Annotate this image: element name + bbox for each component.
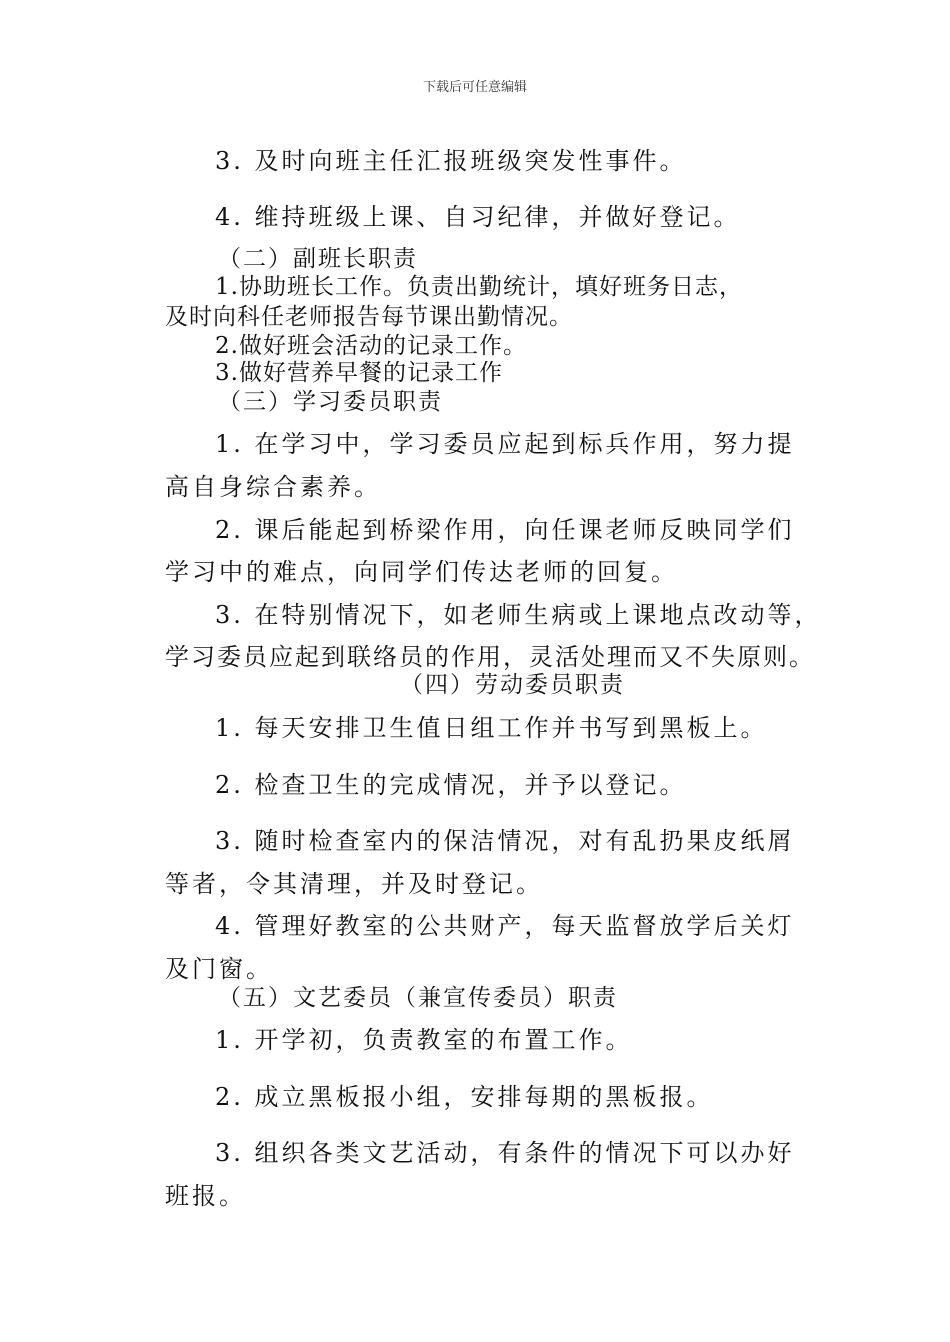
paragraph-line: 3.做好营养早餐的记录工作 [215,360,503,386]
paragraph-line: 2. 成立黑板报小组，安排每期的黑板报。 [215,1083,714,1111]
paragraph-line: 1. 每天安排卫生值日组工作并书写到黑板上。 [215,714,768,742]
paragraph-line: 及门窗。 [165,955,273,983]
section-heading: （五）文艺委员（兼宣传委员）职责 [218,985,618,1011]
paragraph-line: 4. 管理好教室的公共财产，每天监督放学后关灯 [215,912,795,940]
section-heading: （四）劳动委员职责 [400,672,625,698]
paragraph-line: 等者，令其清理，并及时登记。 [165,870,543,898]
paragraph-line: 及时向科任老师报告每节课出勤情况。 [165,304,573,330]
paragraph-line: 3. 及时向班主任汇报班级突发性事件。 [215,147,687,175]
paragraph-line: 高自身综合素养。 [165,473,381,501]
paragraph-line: 学习委员应起到联络员的作用，灵活处理而又不失原则。 [165,643,815,671]
paragraph-line: 班报。 [165,1182,246,1210]
paragraph-line: 学习中的难点，向同学们传达老师的回复。 [165,558,678,586]
paragraph-line: 1.协助班长工作。负责出勤统计，填好班务日志， [215,274,743,300]
paragraph-line: 1. 开学初，负责教室的布置工作。 [215,1026,633,1054]
section-heading: （二）副班长职责 [218,246,418,272]
paragraph-line: 2.做好班会活动的记录工作。 [215,333,527,359]
paragraph-line: 3. 在特别情况下，如老师生病或上课地点改动等， [215,601,822,629]
paragraph-line: 1. 在学习中，学习委员应起到标兵作用，努力提 [215,430,795,458]
paragraph-line: 2. 检查卫生的完成情况，并予以登记。 [215,771,687,799]
paragraph-line: 3. 随时检查室内的保洁情况，对有乱扔果皮纸屑 [215,827,795,855]
paragraph-line: 2. 课后能起到桥梁作用，向任课老师反映同学们 [215,516,795,544]
paragraph-line: 4. 维持班级上课、自习纪律，并做好登记。 [215,203,741,231]
section-heading: （三）学习委员职责 [218,389,443,415]
paragraph-line: 3. 组织各类文艺活动，有条件的情况下可以办好 [215,1139,795,1167]
page-header: 下载后可任意编辑 [422,80,527,95]
